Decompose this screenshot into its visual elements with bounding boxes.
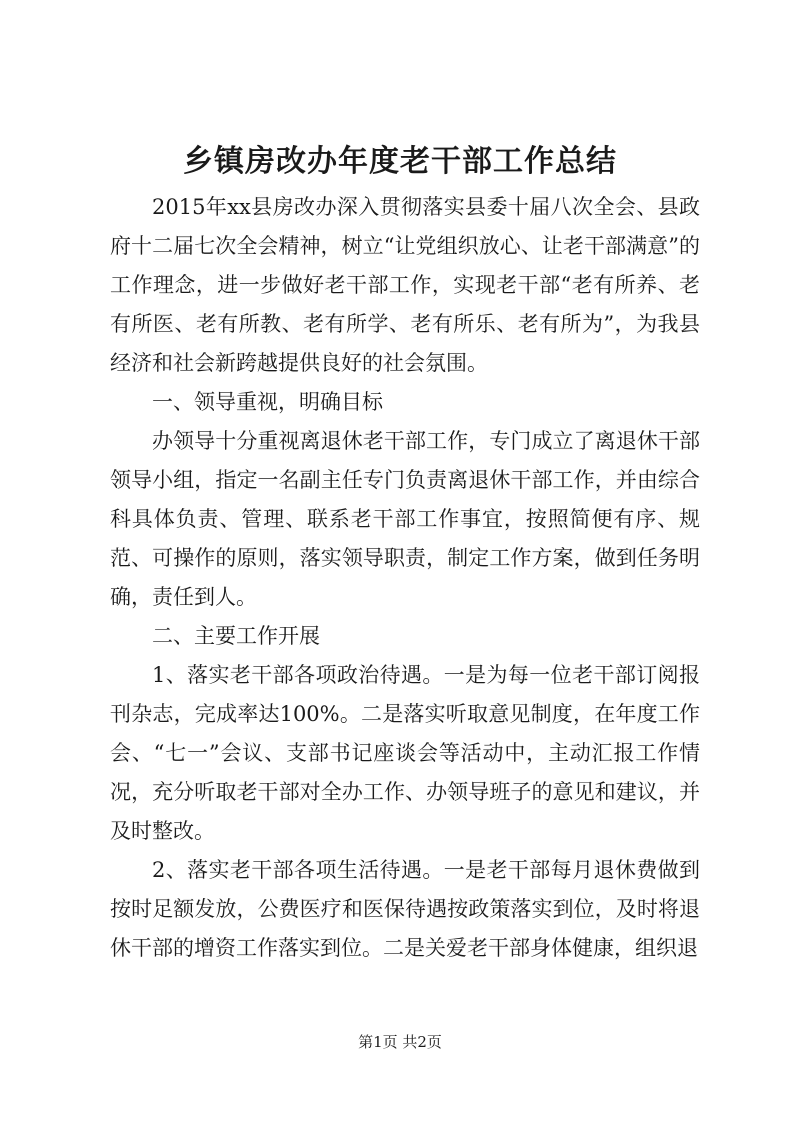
paragraph-political-treatment: 1、落实老干部各项政治待遇。一是为每一位老干部订阅报刊杂志，完成率达100%。二是落实听取意见制度，在年度工作会、“七一”会议、支部书记座谈会等活动中，主动汇报工作情况，充分听取老干部对全办工作、办领导班子的意见和建议，并及时整改。 (110, 663, 700, 843)
page-number-footer: 第1页 共2页 (358, 1033, 442, 1051)
section-heading-1: 一、领导重视，明确目标 (152, 390, 383, 414)
paragraph-intro: 2015年xx县房改办深入贯彻落实县委十届八次全会、县政府十二届七次全会精神，树立“让党组织放心、让老干部满意”的工作理念，进一步做好老干部工作，实现老干部“老有所养、老有所医、老有所教、老有所学、老有所乐、老有所为”，为我县经济和社会新跨越提供良好的社会氛围。 (110, 195, 700, 375)
document-title: 乡镇房改办年度老干部工作总结 (183, 144, 617, 179)
document-body (110, 188, 700, 968)
section-heading-2: 二、主要工作开展 (152, 624, 320, 648)
paragraph-living-treatment: 2、落实老干部各项生活待遇。一是老干部每月退休费做到按时足额发放，公费医疗和医保待遇按政策落实到位，及时将退休干部的增资工作落实到位。二是关爱老干部身体健康，组织退 (110, 858, 700, 960)
paragraph-leadership: 办领导十分重视离退休老干部工作，专门成立了离退休干部领导小组，指定一名副主任专门负责离退休干部工作，并由综合科具体负责、管理、联系老干部工作事宜，按照简便有序、规范、可操作的原则，落实领导职责，制定工作方案，做到任务明确，责任到人。 (110, 429, 700, 609)
